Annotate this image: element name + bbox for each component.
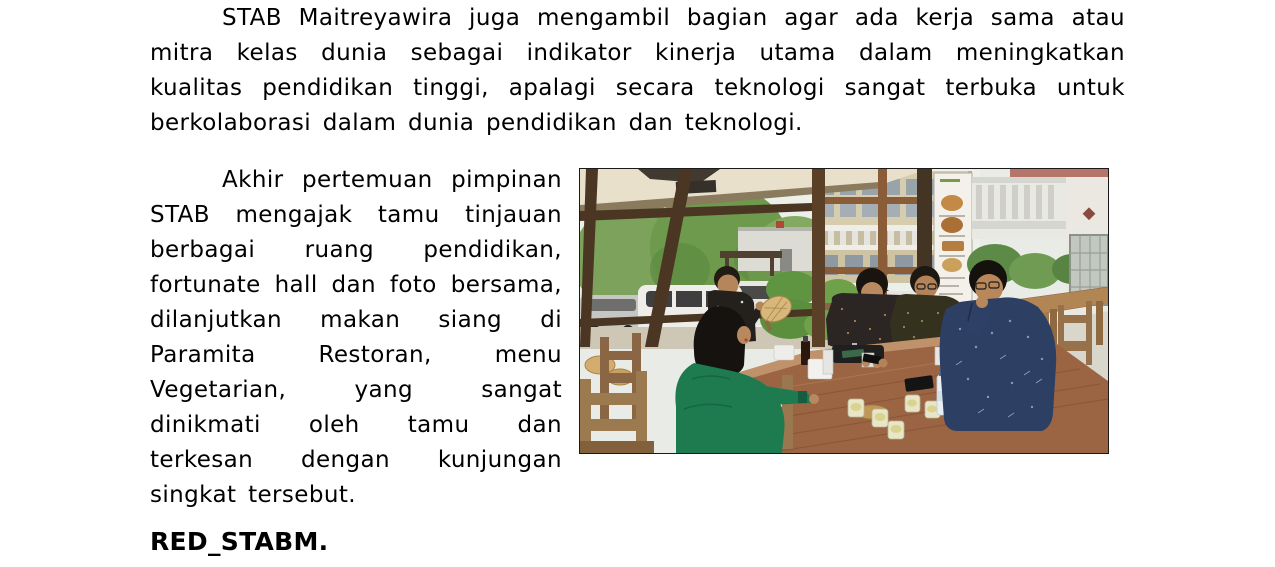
paragraph-2: Akhir pertemuan pimpinan STAB mengajak tamu tinjauan berbagai ruang pendidikan, fortunate hall dan foto bersama, dilanjutkan makan siang di Paramita Restoran, menu Vegetarian, yang sangat dinikmati oleh tamu dan terkesan dengan kunjungan singkat tersebut. bbox=[150, 167, 562, 508]
restaurant-photo bbox=[579, 168, 1109, 454]
menu-poster bbox=[934, 173, 972, 305]
document-page bbox=[0, 1, 1275, 556]
signature-line: RED_STABM. bbox=[150, 527, 329, 556]
foreground-chairs bbox=[580, 333, 654, 453]
paragraph-2-section bbox=[150, 163, 1125, 513]
paragraph-1: STAB Maitreyawira juga mengambil bagian agar ada kerja sama atau mitra kelas dunia sebagai indikator kinerja utama dalam meningkatkan kualitas pendidikan tinggi, apalagi secara teknologi sangat terbuka untuk berkolaborasi dalam dunia pendidikan dan teknologi. bbox=[150, 5, 1125, 136]
napkin-holder bbox=[774, 345, 794, 360]
tall-glass bbox=[823, 350, 833, 374]
her-chair bbox=[782, 375, 793, 449]
